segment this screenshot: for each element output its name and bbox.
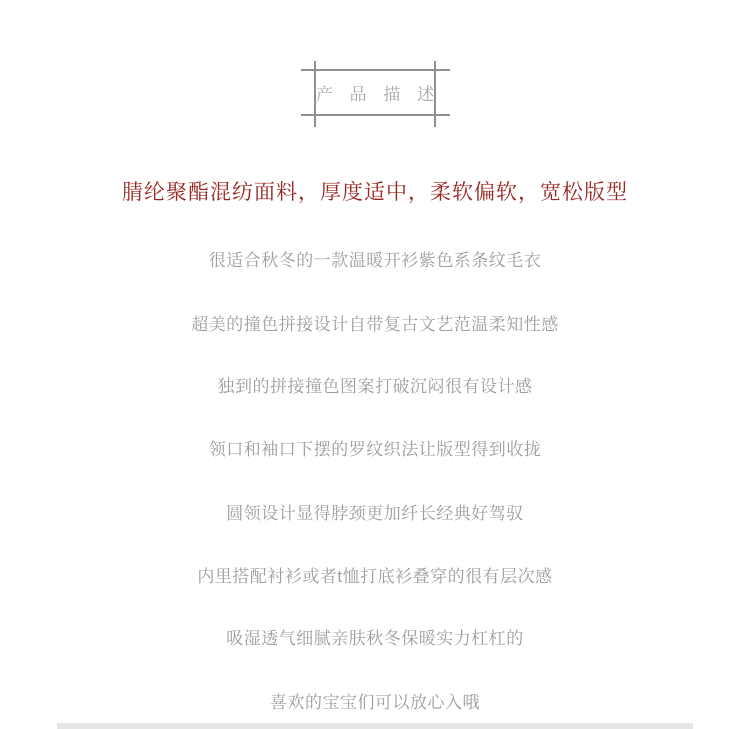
fabric-highlight-text: 腈纶聚酯混纺面料，厚度适中，柔软偏软，宽松版型 [122, 181, 628, 204]
description-line: 内里搭配衬衫或者t恤打底衫叠穿的很有层次感 [197, 567, 553, 586]
section-title: 产 品 描 述 [315, 85, 441, 104]
description-line: 吸湿透气细腻亲肤秋冬保暖实力杠杠的 [226, 629, 524, 648]
section-title-box [314, 69, 441, 116]
description-line: 圆领设计显得脖颈更加纤长经典好驾驭 [226, 504, 524, 523]
description-line: 领口和袖口下摆的罗纹织法让版型得到收拢 [208, 440, 542, 459]
description-line: 喜欢的宝宝们可以放心入哦 [270, 693, 480, 712]
bottom-section-divider [57, 723, 693, 729]
description-line: 超美的撞色拼接设计自带复古文艺范温柔知性感 [191, 315, 559, 334]
description-line: 独到的拼接撞色图案打破沉闷很有设计感 [217, 377, 533, 396]
description-line: 很适合秋冬的一款温暖开衫紫色系条纹毛衣 [208, 251, 542, 270]
